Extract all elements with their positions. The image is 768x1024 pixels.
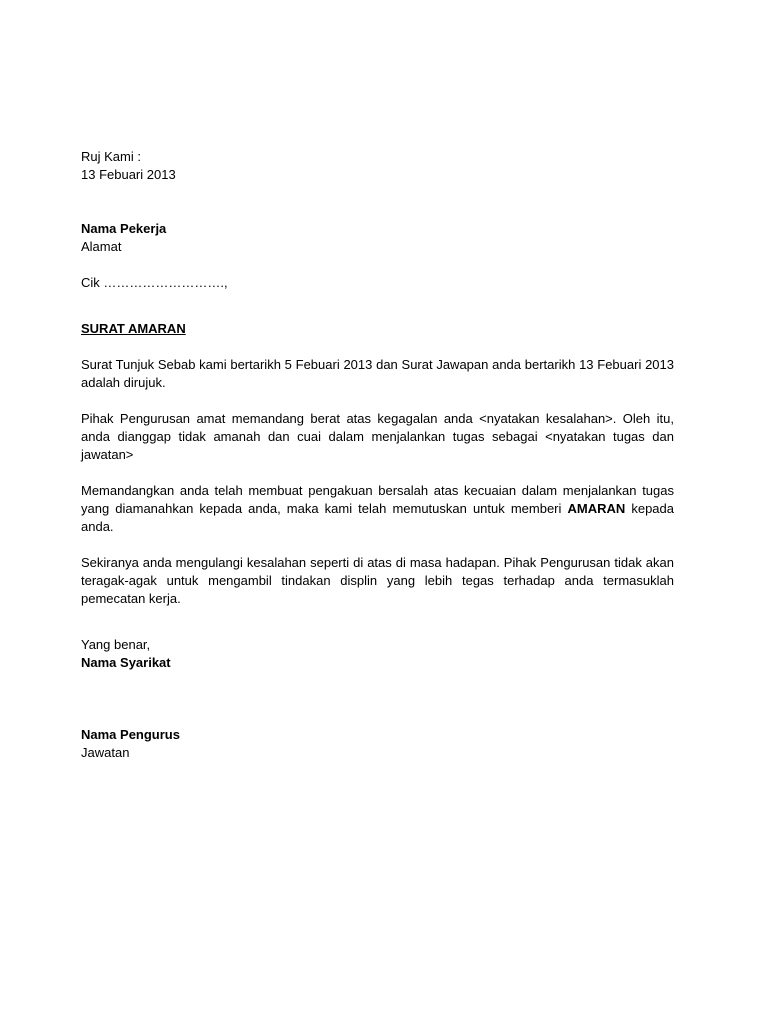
spacer <box>81 464 674 482</box>
signature-space <box>81 672 674 726</box>
body-paragraph-1: Surat Tunjuk Sebab kami bertarikh 5 Febuari 2013 dan Surat Jawapan anda bertarikh 13 Febuari 2013 adalah dirujuk. <box>81 357 674 390</box>
spacer <box>81 184 674 220</box>
body-paragraph-2: Pihak Pengurusan amat memandang berat atas kegagalan anda <nyatakan kesalahan>. Oleh itu, anda dianggap tidak amanah dan cuai dalam menjalankan tugas sebagai <nyatakan tugas dan jawatan> <box>81 411 674 462</box>
letter-title: SURAT AMARAN <box>81 321 186 336</box>
recipient-address: Alamat <box>81 239 122 254</box>
spacer <box>81 292 674 320</box>
spacer <box>81 536 674 554</box>
salutation: Cik ………………………., <box>81 275 228 290</box>
body-paragraph-4: Sekiranya anda mengulangi kesalahan seperti di atas di masa hadapan. Pihak Pengurusan tidak akan teragak-agak untuk mengambil tindakan displin yang lebih tegas terhadap anda termasuklah pemecatan kerja. <box>81 555 674 606</box>
letter-page <box>81 148 674 762</box>
company-name: Nama Syarikat <box>81 655 171 670</box>
letter-date: 13 Febuari 2013 <box>81 167 176 182</box>
body-paragraph-3 <box>81 482 674 536</box>
spacer <box>81 608 674 636</box>
signatory-position: Jawatan <box>81 745 130 760</box>
valediction: Yang benar, <box>81 637 151 652</box>
paragraph-3-text-before: Memandangkan anda telah membuat pengakuan bersalah atas kecuaian dalam menjalankan tugas yang diamanahkan kepada anda, maka kami telah memutuskan untuk memberi <box>81 483 674 516</box>
spacer <box>81 338 674 356</box>
spacer <box>81 392 674 410</box>
paragraph-3-text-after: kepada anda. <box>81 501 674 534</box>
spacer <box>81 256 674 274</box>
recipient-name: Nama Pekerja <box>81 221 167 236</box>
signatory-name: Nama Pengurus <box>81 727 180 742</box>
paragraph-3-bold-warning: AMARAN <box>567 501 626 516</box>
reference-label: Ruj Kami : <box>81 149 141 164</box>
